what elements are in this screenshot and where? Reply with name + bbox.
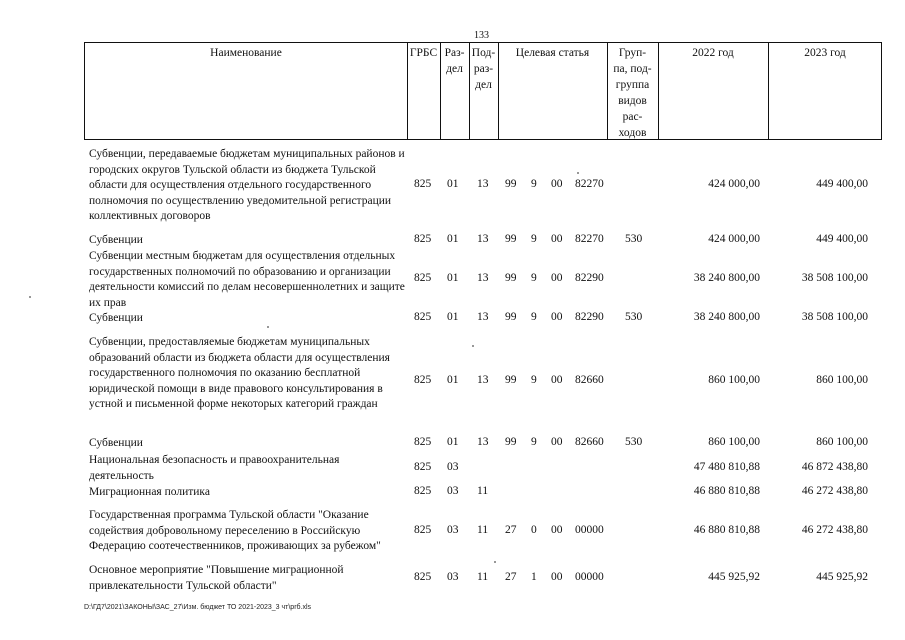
row-grbs: 825: [414, 485, 432, 497]
row-razdel: 01: [447, 311, 459, 323]
row-target-4: 82270: [575, 178, 604, 190]
header-target-article: Целевая статья: [515, 47, 590, 59]
row-value-2023: 46 872 438,80: [801, 461, 868, 473]
row-value-2022: 860 100,00: [708, 374, 760, 386]
row-grbs: 825: [414, 272, 432, 284]
row-grbs: 825: [414, 461, 432, 473]
row-value-2023: 38 508 100,00: [801, 311, 868, 323]
row-podrazdel: 11: [477, 485, 489, 497]
row-target-4: 00000: [575, 571, 604, 583]
row-razdel: 03: [447, 571, 459, 583]
scan-speck: [494, 561, 496, 563]
row-value-2023: 46 272 438,80: [801, 524, 868, 536]
row-value-2023: 449 400,00: [816, 233, 868, 245]
row-expense-group: 530: [625, 311, 643, 323]
row-name: Основное мероприятие "Повышение миграционной привлекательности Тульской области": [89, 564, 344, 592]
row-name: Субвенции местным бюджетам для осуществления отдельных государственных полномочий по образованию и организации деятельности комиссий по делам несовершеннолетних и защите их прав: [89, 250, 405, 309]
row-razdel: 01: [447, 178, 459, 190]
header-grbs: ГРБС: [409, 47, 438, 59]
row-target-3: 00: [551, 311, 563, 323]
row-value-2023: 449 400,00: [816, 178, 868, 190]
row-name: Субвенции: [89, 437, 143, 449]
row-value-2022: 46 880 810,88: [693, 524, 760, 536]
row-name: Государственная программа Тульской области "Оказание содействия добровольному переселению в Российскую Федерацию соотечественников, проживающих за рубежом": [89, 509, 381, 553]
row-target-1: 27: [505, 524, 517, 536]
row-razdel: 01: [447, 436, 459, 448]
row-value-2023: 860 100,00: [816, 436, 868, 448]
row-value-2023: 46 272 438,80: [801, 485, 868, 497]
row-target-1: 99: [505, 374, 517, 386]
row-value-2022: 38 240 800,00: [693, 272, 760, 284]
row-target-1: 99: [505, 178, 517, 190]
row-target-3: 00: [551, 233, 563, 245]
header-2023: 2023 год: [804, 47, 846, 59]
row-target-4: 82290: [575, 311, 604, 323]
row-podrazdel: 13: [477, 178, 489, 190]
scan-speck: [577, 172, 579, 174]
row-podrazdel: 13: [477, 311, 489, 323]
row-expense-group: 530: [625, 436, 643, 448]
row-grbs: 825: [414, 571, 432, 583]
row-value-2022: 46 880 810,88: [693, 485, 760, 497]
row-target-2: 9: [531, 374, 537, 386]
row-target-3: 00: [551, 571, 563, 583]
row-value-2022: 445 925,92: [708, 571, 760, 583]
scan-speck: [29, 296, 31, 298]
row-value-2023: 445 925,92: [816, 571, 868, 583]
header-razdel: Раз- дел: [444, 47, 465, 75]
file-path-footer: D:\ГД7\2021\ЗАКОНЫ\ЗАС_27\Изм. бюджет ТО 2021-2023_3 чт\рrб.xls: [84, 604, 312, 611]
row-target-2: 0: [531, 524, 537, 536]
row-grbs: 825: [414, 233, 432, 245]
row-target-4: 82270: [575, 233, 604, 245]
row-target-1: 99: [505, 436, 517, 448]
row-target-3: 00: [551, 436, 563, 448]
row-name: Национальная безопасность и правоохранительная деятельность: [89, 454, 340, 482]
scan-speck: [472, 345, 474, 347]
row-value-2023: 38 508 100,00: [801, 272, 868, 284]
row-podrazdel: 13: [477, 436, 489, 448]
row-target-2: 9: [531, 233, 537, 245]
row-target-1: 99: [505, 233, 517, 245]
row-name: Миграционная политика: [89, 486, 210, 498]
row-name: Субвенции, передаваемые бюджетам муниципальных районов и городских округов Тульской области из бюджета Тульской области для осуществления отдельного государственного полномочия по осуществлению уведомительной регистрации коллективных договоров: [89, 148, 405, 223]
row-target-4: 82290: [575, 272, 604, 284]
row-razdel: 03: [447, 524, 459, 536]
row-value-2022: 424 000,00: [708, 233, 760, 245]
row-podrazdel: 11: [477, 524, 489, 536]
row-razdel: 01: [447, 233, 459, 245]
header-name: Наименование: [210, 47, 282, 59]
row-target-2: 9: [531, 311, 537, 323]
row-razdel: 03: [447, 485, 459, 497]
row-name: Субвенции: [89, 234, 143, 246]
header-expense-group: Груп- па, под- группа видов рас- ходов: [613, 47, 652, 139]
header-2022: 2022 год: [692, 47, 734, 59]
row-target-4: 82660: [575, 374, 604, 386]
table-header: [84, 42, 882, 140]
row-target-1: 27: [505, 571, 517, 583]
row-razdel: 01: [447, 374, 459, 386]
row-value-2022: 47 480 810,88: [693, 461, 760, 473]
row-value-2023: 860 100,00: [816, 374, 868, 386]
row-target-2: 9: [531, 272, 537, 284]
row-target-1: 99: [505, 272, 517, 284]
row-podrazdel: 13: [477, 272, 489, 284]
row-expense-group: 530: [625, 233, 643, 245]
row-target-3: 00: [551, 272, 563, 284]
row-value-2022: 38 240 800,00: [693, 311, 760, 323]
row-podrazdel: 13: [477, 233, 489, 245]
row-target-2: 9: [531, 436, 537, 448]
row-grbs: 825: [414, 311, 432, 323]
row-value-2022: 860 100,00: [708, 436, 760, 448]
row-grbs: 825: [414, 524, 432, 536]
page-number: 133: [474, 30, 489, 41]
row-target-4: 00000: [575, 524, 604, 536]
row-razdel: 01: [447, 272, 459, 284]
row-razdel: 03: [447, 461, 459, 473]
row-name: Субвенции, предоставляемые бюджетам муниципальных образований области из бюджета области для осуществления государственного полномочия по оказанию бесплатной юридической помощи в виде правового консультирования в устной и письменной форме некоторых категорий граждан: [89, 336, 390, 411]
row-target-4: 82660: [575, 436, 604, 448]
row-name: Субвенции: [89, 312, 143, 324]
row-grbs: 825: [414, 374, 432, 386]
scan-speck: [267, 326, 269, 328]
row-target-3: 00: [551, 178, 563, 190]
header-podrazdel: Под- раз- дел: [471, 47, 496, 91]
row-value-2022: 424 000,00: [708, 178, 760, 190]
row-target-3: 00: [551, 524, 563, 536]
row-target-2: 1: [531, 571, 537, 583]
row-target-2: 9: [531, 178, 537, 190]
row-podrazdel: 13: [477, 374, 489, 386]
row-target-3: 00: [551, 374, 563, 386]
row-podrazdel: 11: [477, 571, 489, 583]
row-grbs: 825: [414, 436, 432, 448]
row-grbs: 825: [414, 178, 432, 190]
row-target-1: 99: [505, 311, 517, 323]
